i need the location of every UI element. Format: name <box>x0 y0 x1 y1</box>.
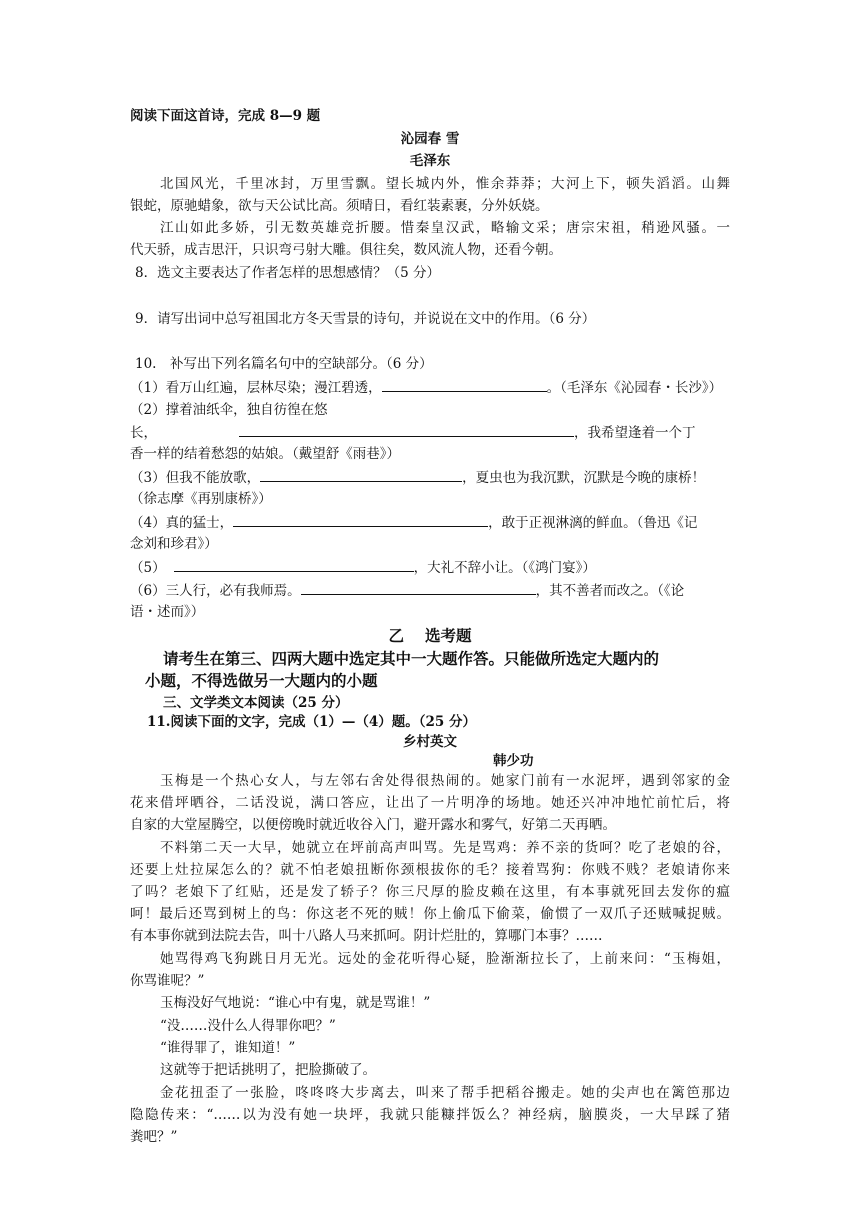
question-10-item-2-line-2 <box>130 422 730 443</box>
story-line: 不料第二天一大早，她就立在坪前高声叫骂。先是骂鸡：养不亲的货呵？吃了老娘的谷， <box>160 840 730 856</box>
story-line: 有本事你就到法院去告，叫十八路人马来抓呵。阴计烂肚的，算哪门本事？…… <box>130 928 603 944</box>
story-line: 呵！最后还骂到树上的鸟：你这老不死的贼！你上偷瓜下偷菜，偷惯了一双爪子还贼喊捉贼。 <box>130 906 730 922</box>
question-11: 11.阅读下面的文字，完成（1）—（4）题。（25 分） <box>147 714 477 730</box>
answer-blank-3[interactable] <box>260 467 462 482</box>
story-line: 金花扭歪了一张脸，咚咚咚大步离去，叫来了帮手把稻谷搬走。她的尖声也在篱笆那边 <box>160 1085 730 1101</box>
story-line: 花来借坪晒谷，二话没说，满口答应，让出了一片明净的场地。她还兴冲冲地忙前忙后，将 <box>130 795 730 811</box>
q10-4-text-a: （4）真的猛士， <box>130 515 234 531</box>
story-line: 粪吧？” <box>130 1129 178 1145</box>
story-line: “谁得罪了，谁知道！” <box>160 1040 296 1056</box>
question-10-item-2-line-3: 香一样的结着愁怨的姑娘。（戴望舒《雨巷》） <box>130 446 400 462</box>
q10-2-text-b: 长， <box>130 425 157 441</box>
poem-title: 沁园春 雪 <box>400 131 460 147</box>
story-line: 玉梅没好气地说：“谁心中有鬼，就是骂谁！” <box>160 995 431 1011</box>
answer-blank-5[interactable] <box>174 557 414 572</box>
section-b-instruction-line-2: 小题，不得选做另一大题内的小题 <box>145 671 378 690</box>
q10-2-text-c: ，我希望逢着一个丁 <box>574 425 696 441</box>
answer-blank-4[interactable] <box>233 512 488 527</box>
answer-blank-1[interactable] <box>382 377 547 392</box>
story-title: 乡村英文 <box>403 734 457 750</box>
question-10-item-4 <box>130 512 730 533</box>
answer-blank-2[interactable] <box>239 422 574 437</box>
q10-1-text-b: 。（毛泽东《沁园春・长沙》） <box>546 380 723 396</box>
question-9: 9．请写出词中总写祖国北方冬天雪景的诗句，并说说在文中的作用。（6 分） <box>135 311 596 327</box>
q10-6-text-b: ，其不善者而改之。（《论 <box>535 583 685 599</box>
poem-paragraph-2-line-1: 江山如此多娇，引无数英雄竞折腰。惜秦皇汉武，略输文采；唐宗宋祖，稍逊风骚。一 <box>160 220 730 236</box>
question-10-item-1 <box>130 377 730 398</box>
q10-6-text-a: （6）三人行，必有我师焉。 <box>130 583 301 599</box>
story-line: 还要上灶拉屎怎么的？就不怕老娘扭断你颈根拔你的毛？接着骂狗：你贱不贱？老娘请你来 <box>130 862 730 878</box>
q10-3-text-a: （3）但我不能放歌， <box>130 470 261 486</box>
q10-4-text-b: ，敢于正视淋漓的鲜血。（鲁迅《记 <box>488 515 698 531</box>
story-line: 隐隐传来：“……以为没有她一块坪，我就只能糠拌饭么？神经病，脑膜炎，一大早踩了猪 <box>130 1107 730 1123</box>
q10-3-text-b: ，夏虫也为我沉默，沉默是今晚的康桥！ <box>462 470 706 486</box>
story-line: 这就等于把话挑明了，把脸撕破了。 <box>160 1062 376 1078</box>
question-10-item-5 <box>130 557 730 578</box>
q10-5-text-a: （5） <box>130 560 166 576</box>
story-line: 她骂得鸡飞狗跳日月无光。远处的金花听得心疑，脸渐渐拉长了，上前来问：“玉梅姐， <box>160 951 730 967</box>
poem-paragraph-1-line-2: 银蛇，原驰蜡象，欲与天公试比高。须晴日，看红装素裹，分外妖娆。 <box>130 198 549 214</box>
question-10-item-6-source: 语・述而》） <box>130 604 205 620</box>
question-10-item-3 <box>130 467 730 488</box>
q10-5-text-b: ，大礼不辞小让。（《鸿门宴》） <box>413 560 596 576</box>
question-10-item-6 <box>130 580 730 601</box>
reading-heading: 阅读下面这首诗，完成 8—9 题 <box>130 108 321 124</box>
question-10-item-2-line-1: （2）撑着油纸伞，独自彷徨在悠 <box>130 402 328 418</box>
section-b-instruction-line-1: 请考生在第三、四两大题中选定其中一大题作答。只能做所选定大题内的 <box>163 649 660 668</box>
story-line: 玉梅是一个热心女人，与左邻右舍处得很热闹的。她家门前有一水泥坪，遇到邻家的金 <box>160 773 730 789</box>
question-10-item-3-source: （徐志摩《再别康桥》） <box>130 491 272 507</box>
story-author: 韩少功 <box>493 753 534 769</box>
answer-blank-6[interactable] <box>301 580 536 595</box>
poem-paragraph-2-line-2: 代天骄，成吉思汗，只识弯弓射大雕。俱往矣，数风流人物，还看今朝。 <box>130 242 562 258</box>
part-3-heading: 三、文学类文本阅读（25 分） <box>163 695 349 711</box>
story-line: 自家的大堂屋腾空，以便傍晚时就近收谷入门，避开露水和雾气，好第二天再晒。 <box>130 817 616 833</box>
question-10: 10. 补写出下列名篇名句中的空缺部分。（6 分） <box>135 356 433 372</box>
poem-paragraph-1-line-1: 北国风光，千里冰封，万里雪飘。望长城内外，惟余莽莽；大河上下，顿失滔滔。山舞 <box>160 176 730 192</box>
section-b-title: 乙 选考题 <box>388 626 472 645</box>
story-line: 了吗？老娘下了红贴，还是发了轿子？你三尺厚的脸皮赖在这里，有本事就死回去发你的瘟 <box>130 884 730 900</box>
story-line: 你骂谁呢？” <box>130 973 205 989</box>
q10-1-text-a: （1）看万山红遍，层林尽染；漫江碧透， <box>130 380 382 396</box>
poem-author: 毛泽东 <box>409 153 451 169</box>
question-8: 8．选文主要表达了作者怎样的思想感情？（5 分） <box>135 265 440 281</box>
story-line: “没……没什么人得罪你吧？” <box>160 1018 336 1034</box>
question-10-item-4-source: 念刘和珍君》） <box>130 536 218 552</box>
